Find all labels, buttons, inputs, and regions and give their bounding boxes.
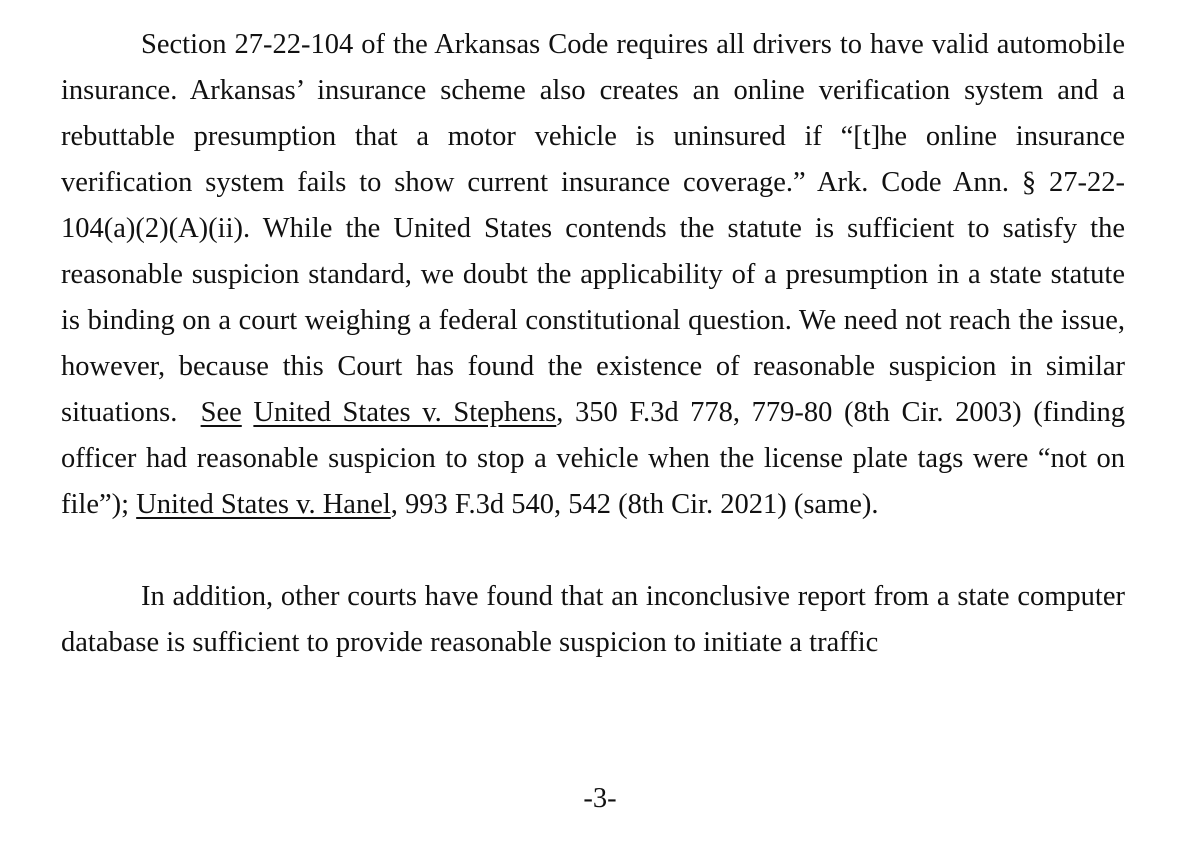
document-page bbox=[61, 22, 1125, 666]
paragraph-text: In addition, other courts have found that an inconclusive report from a state computer database is sufficient to provide reasonable suspicion to initiate a traffic bbox=[61, 581, 1125, 658]
body-paragraph bbox=[61, 22, 1125, 528]
case-citation: , 993 F.3d 540, 542 (8th Cir. 2021) (same). bbox=[390, 489, 879, 520]
case-citation: , 350 F.3d 778, 779-80 (8th Cir. 2003) (finding officer had reasonable suspicion to stop a vehicle when the license plate tags were “not on file”); bbox=[61, 397, 1126, 520]
paragraph-text: Section 27-22-104 of the Arkansas Code requires all drivers to have valid automobile insurance. Arkansas’ insurance scheme also creates an online verification system and a rebuttable presumption that a motor vehicle is uninsured if “[t]he online insurance verification system fails to show current insurance coverage.” Ark. Code Ann. § 27-22-104(a)(2)(A)(ii). While the United States contends the statute is sufficient to satisfy the reasonable suspicion standard, we doubt the applicability of a presumption in a state statute is binding on a court weighing a federal constitutional question. We need not reach the issue, however, because this Court has found the existence of reasonable suspicion in similar situations. bbox=[61, 29, 1125, 428]
case-name: United States v. Stephens bbox=[253, 397, 557, 428]
body-paragraph bbox=[61, 574, 1125, 666]
page-number: -3- bbox=[583, 783, 617, 814]
citation-signal: See bbox=[200, 397, 242, 428]
case-name: United States v. Hanel bbox=[136, 489, 391, 520]
